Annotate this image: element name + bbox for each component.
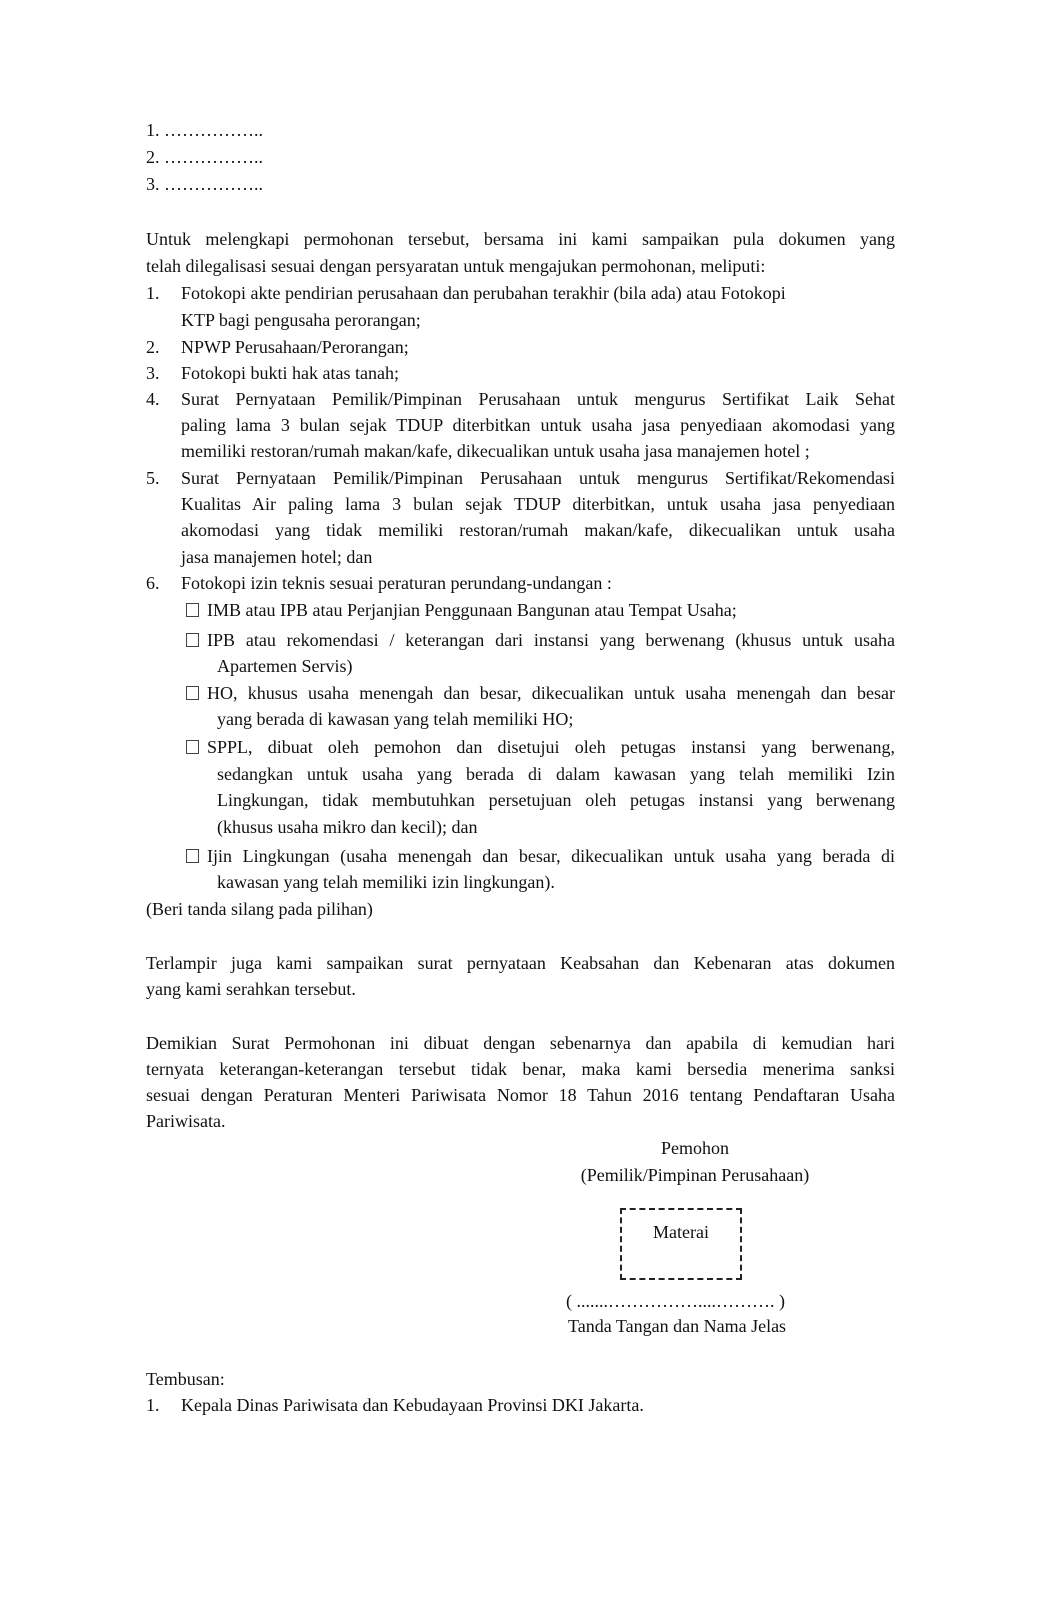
checkbox-icon[interactable] <box>186 603 199 617</box>
signature-name-field: ( .......……………....………. ) <box>566 1291 785 1311</box>
list-number: 1. <box>146 283 160 303</box>
permit-option: kawasan yang telah memiliki izin lingkungan). <box>217 872 555 892</box>
list-number: 4. <box>146 389 160 409</box>
list-item: Fotokopi akte pendirian perusahaan dan perubahan terakhir (bila ada) atau Fotokopi <box>181 283 786 303</box>
list-number: 5. <box>146 468 160 488</box>
signature-caption: Tanda Tangan dan Nama Jelas <box>568 1316 787 1336</box>
list-item: Surat Pernyataan Pemilik/Pimpinan Perusahaan untuk mengurus Sertifikat Laik Sehat <box>181 389 895 409</box>
signer-role: (Pemilik/Pimpinan Perusahaan) <box>580 1165 810 1185</box>
permit-option: HO, khusus usaha menengah dan besar, dikecualikan untuk usaha menengah dan besar <box>207 683 895 703</box>
text-line: Untuk melengkapi permohonan tersebut, bersama ini kami sampaikan pula dokumen yang <box>146 229 895 249</box>
text-line: telah dilegalisasi sesuai dengan persyaratan untuk mengajukan permohonan, meliputi: <box>146 256 766 276</box>
text-line: Pariwisata. <box>146 1111 226 1131</box>
text-line: sesuai dengan Peraturan Menteri Pariwisata Nomor 18 Tahun 2016 tentang Pendaftaran Usaha <box>146 1085 895 1105</box>
list-item: memiliki restoran/rumah makan/kafe, dikecualikan untuk usaha jasa manajemen hotel ; <box>181 441 810 461</box>
list-item: Surat Pernyataan Pemilik/Pimpinan Perusahaan untuk mengurus Sertifikat/Rekomendasi <box>181 468 895 488</box>
checkbox-icon[interactable] <box>186 633 199 647</box>
text-line: yang kami serahkan tersebut. <box>146 979 356 999</box>
list-item: Fotokopi bukti hak atas tanah; <box>181 363 399 383</box>
list-item: jasa manajemen hotel; dan <box>181 547 373 567</box>
list-number: 2. <box>146 337 160 357</box>
permit-option: IPB atau rekomendasi / keterangan dari instansi yang berwenang (khusus untuk usaha <box>207 630 895 650</box>
cc-heading: Tembusan: <box>146 1369 225 1389</box>
stamp-box <box>620 1208 742 1280</box>
instruction-note: (Beri tanda silang pada pilihan) <box>146 899 373 919</box>
list-item: Fotokopi izin teknis sesuai peraturan perundang-undangan : <box>181 573 612 593</box>
list-item: paling lama 3 bulan sejak TDUP diterbitkan untuk usaha jasa penyediaan akomodasi yang <box>181 415 895 435</box>
list-item: KTP bagi pengusaha perorangan; <box>181 310 421 330</box>
permit-option: Lingkungan, tidak membutuhkan persetujuan oleh petugas instansi yang berwenang <box>217 790 895 810</box>
list-item: NPWP Perusahaan/Perorangan; <box>181 337 409 357</box>
signer-title: Pemohon <box>660 1138 729 1158</box>
recipient-line: 2. …………….. <box>146 147 263 167</box>
text-line: Demikian Surat Permohonan ini dibuat dengan sebenarnya dan apabila di kemudian hari <box>146 1033 895 1053</box>
checkbox-icon[interactable] <box>186 686 199 700</box>
cc-item: Kepala Dinas Pariwisata dan Kebudayaan Provinsi DKI Jakarta. <box>181 1395 644 1415</box>
permit-option: Ijin Lingkungan (usaha menengah dan besar, dikecualikan untuk usaha yang berada di <box>207 846 895 866</box>
list-number: 6. <box>146 573 160 593</box>
permit-option: Apartemen Servis) <box>217 656 353 676</box>
checkbox-icon[interactable] <box>186 849 199 863</box>
list-item: Kualitas Air paling lama 3 bulan sejak TDUP diterbitkan, untuk usaha jasa penyediaan <box>181 494 895 514</box>
text-line: Terlampir juga kami sampaikan surat pernyataan Keabsahan dan Kebenaran atas dokumen <box>146 953 895 973</box>
list-item: akomodasi yang tidak memiliki restoran/rumah makan/kafe, dikecualikan untuk usaha <box>181 520 895 540</box>
permit-option: SPPL, dibuat oleh pemohon dan disetujui oleh petugas instansi yang berwenang, <box>207 737 895 757</box>
list-number: 1. <box>146 1395 160 1415</box>
list-number: 3. <box>146 363 160 383</box>
stamp-label: Materai <box>653 1222 709 1242</box>
permit-option: yang berada di kawasan yang telah memiliki HO; <box>217 709 574 729</box>
permit-option: IMB atau IPB atau Perjanjian Penggunaan Bangunan atau Tempat Usaha; <box>207 600 737 620</box>
recipient-line: 3. …………….. <box>146 174 263 194</box>
checkbox-icon[interactable] <box>186 740 199 754</box>
permit-option: sedangkan untuk usaha yang berada di dalam kawasan yang telah memiliki Izin <box>217 764 895 784</box>
recipient-line: 1. …………….. <box>146 120 263 140</box>
permit-option: (khusus usaha mikro dan kecil); dan <box>217 817 478 837</box>
text-line: ternyata keterangan-keterangan tersebut tidak benar, maka kami bersedia menerima sanksi <box>146 1059 895 1079</box>
